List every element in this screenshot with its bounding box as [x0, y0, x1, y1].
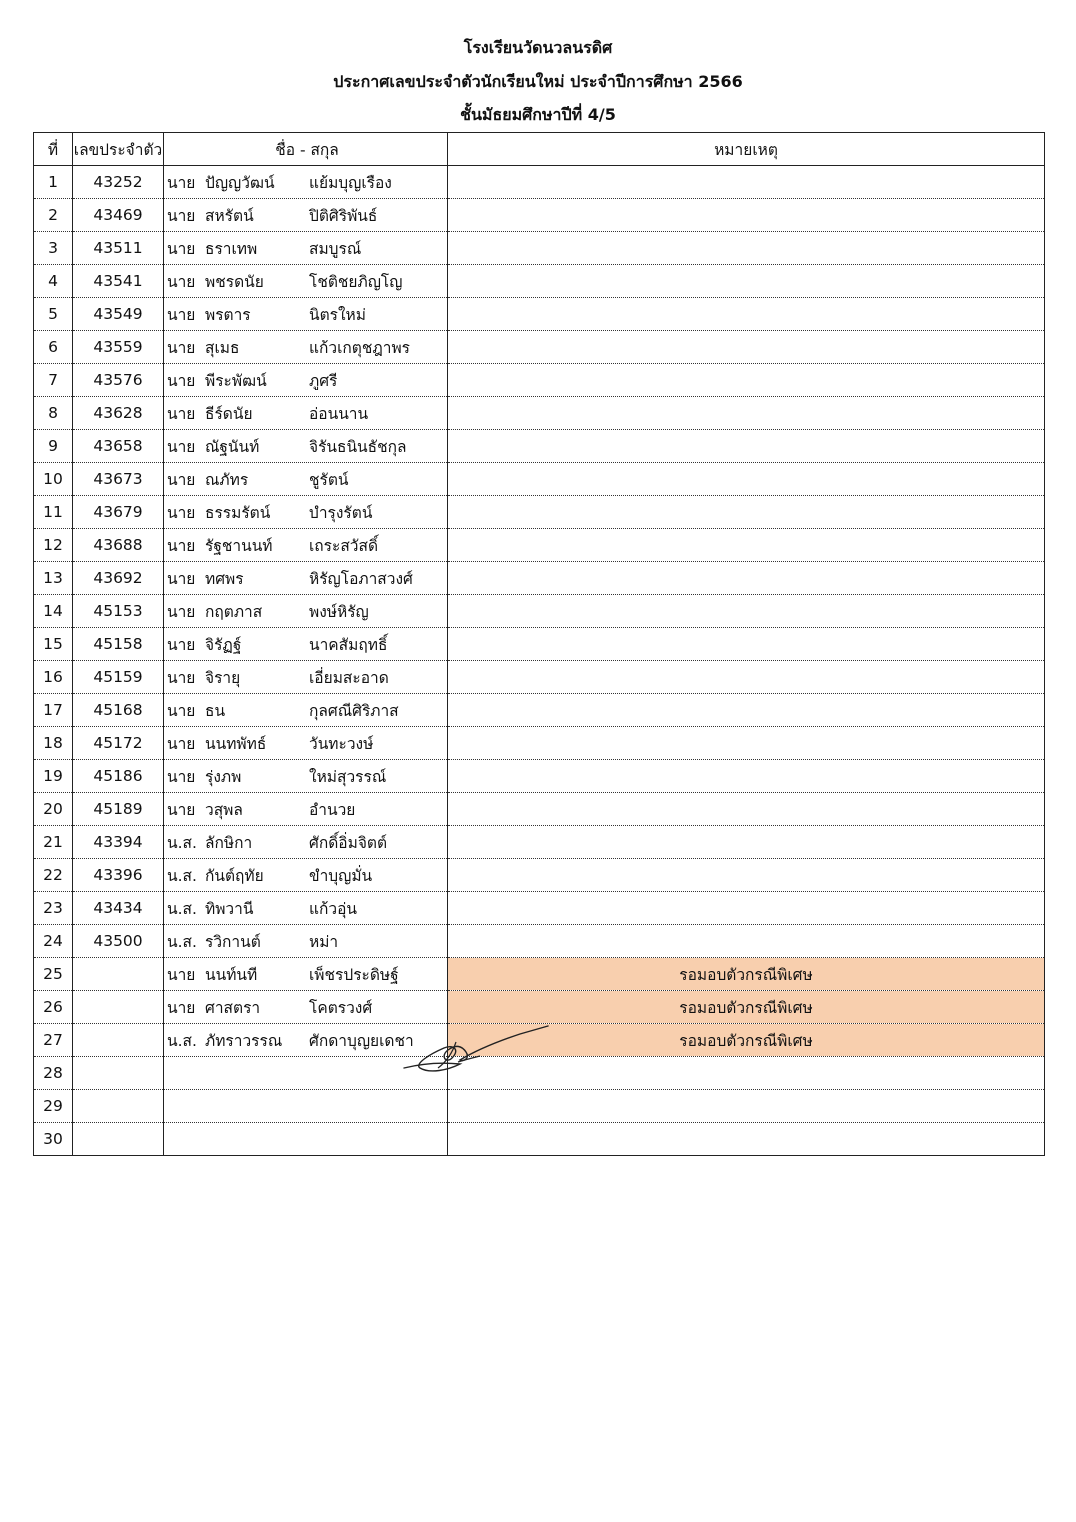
table-row [34, 430, 1045, 463]
row-number: 21 [34, 826, 73, 859]
first-name: ณัฐนันท์ [205, 437, 260, 456]
last-name: บำรุงรัตน์ [309, 503, 373, 522]
student-name [164, 694, 448, 727]
last-name: นิตรใหม่ [309, 305, 366, 324]
last-name: ขำบุญมั่น [309, 866, 373, 885]
student-id: 43396 [73, 859, 164, 892]
last-name: แย้มบุญเรือง [309, 173, 392, 192]
row-number: 30 [34, 1123, 73, 1156]
student-id: 45168 [73, 694, 164, 727]
remark [448, 694, 1045, 727]
name-prefix: น.ส. [167, 1031, 197, 1050]
row-number: 4 [34, 265, 73, 298]
student-name [164, 463, 448, 496]
remark [448, 562, 1045, 595]
last-name: ศักดิ์อิ่มจิตต์ [309, 833, 388, 852]
name-prefix: นาย [167, 470, 196, 489]
last-name: นาคสัมฤทธิ์ [309, 635, 388, 654]
table-row [34, 265, 1045, 298]
first-name: ปัญญวัฒน์ [205, 173, 275, 192]
name-prefix: นาย [167, 437, 196, 456]
name-prefix: น.ส. [167, 866, 197, 885]
student-id: 43673 [73, 463, 164, 496]
remark [448, 760, 1045, 793]
first-name: ธรรมรัตน์ [205, 503, 271, 522]
remark [448, 628, 1045, 661]
row-number: 5 [34, 298, 73, 331]
first-name: ณภัทร [205, 470, 249, 489]
row-number: 10 [34, 463, 73, 496]
name-prefix: นาย [167, 371, 196, 390]
name-prefix: นาย [167, 602, 196, 621]
student-id: 43511 [73, 232, 164, 265]
first-name: วสุพล [205, 800, 243, 819]
student-name [164, 991, 448, 1024]
row-number: 27 [34, 1024, 73, 1057]
first-name: นนทพัทธ์ [205, 734, 267, 753]
first-name: ทศพร [205, 569, 244, 588]
last-name: เถระสวัสดิ์ [309, 536, 379, 555]
student-id: 43559 [73, 331, 164, 364]
first-name: ลักษิกา [205, 833, 253, 852]
student-id [73, 1024, 164, 1057]
row-number: 12 [34, 529, 73, 562]
first-name: ศาสตรา [205, 998, 261, 1017]
student-id: 43549 [73, 298, 164, 331]
row-number: 1 [34, 166, 73, 199]
student-id: 43469 [73, 199, 164, 232]
student-id: 45159 [73, 661, 164, 694]
remark [448, 331, 1045, 364]
first-name: จิรัฏฐ์ [205, 635, 242, 654]
row-number: 18 [34, 727, 73, 760]
student-id: 43688 [73, 529, 164, 562]
last-name: ปิติศิริพันธ์ [309, 206, 378, 225]
table-row [34, 892, 1045, 925]
last-name: ภูศรี [309, 371, 338, 390]
student-id: 43576 [73, 364, 164, 397]
row-number: 9 [34, 430, 73, 463]
row-number: 25 [34, 958, 73, 991]
last-name: เพ็ชรประดิษฐ์ [309, 965, 399, 984]
name-prefix: นาย [167, 635, 196, 654]
table-row [34, 1090, 1045, 1123]
student-name [164, 199, 448, 232]
remark [448, 826, 1045, 859]
student-id [73, 1057, 164, 1090]
row-number: 20 [34, 793, 73, 826]
student-id: 43628 [73, 397, 164, 430]
first-name: นนท์นที [205, 965, 258, 984]
student-name [164, 496, 448, 529]
last-name: หิรัญโอภาสวงศ์ [309, 569, 413, 588]
student-name [164, 265, 448, 298]
school-name: โรงเรียนวัดนวลนรดิศ [463, 38, 613, 57]
remark [448, 595, 1045, 628]
student-id: 43500 [73, 925, 164, 958]
table-row [34, 925, 1045, 958]
row-number: 19 [34, 760, 73, 793]
row-number: 2 [34, 199, 73, 232]
student-name [164, 793, 448, 826]
row-number: 7 [34, 364, 73, 397]
name-prefix: นาย [167, 305, 196, 324]
student-name [164, 859, 448, 892]
last-name: วันทะวงษ์ [309, 734, 374, 753]
last-name: โชติชยภิญโญ [309, 272, 403, 291]
table-row [34, 562, 1045, 595]
name-prefix: น.ส. [167, 833, 197, 852]
row-number: 11 [34, 496, 73, 529]
name-prefix: น.ส. [167, 932, 197, 951]
student-id: 45172 [73, 727, 164, 760]
first-name: รัฐชานนท์ [205, 536, 273, 555]
first-name: ธีร์ดนัย [205, 404, 253, 423]
last-name: โคตรวงศ์ [309, 998, 373, 1017]
row-number: 22 [34, 859, 73, 892]
first-name: พรตาร [205, 305, 251, 324]
student-id: 45186 [73, 760, 164, 793]
name-prefix: นาย [167, 239, 196, 258]
name-prefix: นาย [167, 173, 196, 192]
table-row [34, 166, 1045, 199]
row-number: 28 [34, 1057, 73, 1090]
table-row [34, 595, 1045, 628]
remark [448, 232, 1045, 265]
table-row [34, 793, 1045, 826]
student-id [73, 991, 164, 1024]
name-prefix: นาย [167, 998, 196, 1017]
row-number: 29 [34, 1090, 73, 1123]
student-name [164, 958, 448, 991]
student-name [164, 562, 448, 595]
remark [448, 199, 1045, 232]
student-name [164, 892, 448, 925]
student-name [164, 628, 448, 661]
row-number: 24 [34, 925, 73, 958]
student-name [164, 166, 448, 199]
table-row [34, 1123, 1045, 1156]
signature-image [400, 1024, 560, 1076]
col-header-id: เลขประจำตัว [73, 133, 164, 166]
student-id: 43541 [73, 265, 164, 298]
student-name [164, 595, 448, 628]
name-prefix: นาย [167, 206, 196, 225]
student-name [164, 1123, 448, 1156]
col-header-note: หมายเหตุ [448, 133, 1045, 166]
last-name: กุลศณีศิริภาส [309, 701, 399, 720]
student-id: 43692 [73, 562, 164, 595]
remark [448, 793, 1045, 826]
table-row [34, 727, 1045, 760]
remark [448, 859, 1045, 892]
student-name [164, 331, 448, 364]
last-name: ใหม่สุวรรณ์ [309, 767, 387, 786]
last-name: จิรันธนินธัชกุล [309, 437, 407, 456]
table-row [34, 298, 1045, 331]
table-row [34, 826, 1045, 859]
name-prefix: นาย [167, 734, 196, 753]
name-prefix: นาย [167, 668, 196, 687]
remark [448, 265, 1045, 298]
student-id: 45158 [73, 628, 164, 661]
student-name [164, 430, 448, 463]
name-prefix: นาย [167, 800, 196, 819]
table-row [34, 331, 1045, 364]
last-name: เอี่ยมสะอาด [309, 668, 389, 687]
name-prefix: นาย [167, 536, 196, 555]
remark [448, 397, 1045, 430]
student-name [164, 298, 448, 331]
last-name: อำนวย [309, 800, 356, 819]
row-number: 3 [34, 232, 73, 265]
student-name [164, 364, 448, 397]
table-row [34, 661, 1045, 694]
name-prefix: นาย [167, 272, 196, 291]
table-header-row [34, 133, 1045, 166]
announcement-title: ประกาศเลขประจำตัวนักเรียนใหม่ ประจำปีการศึกษา 2566 [333, 72, 743, 91]
row-number: 14 [34, 595, 73, 628]
remark [448, 430, 1045, 463]
last-name: อ่อนนาน [309, 404, 369, 423]
remark [448, 298, 1045, 331]
last-name: สมบูรณ์ [309, 239, 362, 258]
first-name: ธน [205, 701, 226, 720]
table-row [34, 463, 1045, 496]
first-name: ภัทราวรรณ [205, 1031, 283, 1050]
first-name: สุเมธ [205, 338, 240, 357]
student-roster-table [33, 132, 1045, 1156]
name-prefix: นาย [167, 767, 196, 786]
table-row [34, 496, 1045, 529]
row-number: 8 [34, 397, 73, 430]
student-name [164, 760, 448, 793]
remark [448, 892, 1045, 925]
row-number: 15 [34, 628, 73, 661]
name-prefix: น.ส. [167, 899, 197, 918]
student-id: 43252 [73, 166, 164, 199]
name-prefix: นาย [167, 701, 196, 720]
student-name [164, 925, 448, 958]
student-id: 43394 [73, 826, 164, 859]
remark: รอมอบตัวกรณีพิเศษ [448, 1024, 1045, 1057]
first-name: รุ่งภพ [205, 767, 242, 786]
table-row [34, 958, 1045, 991]
student-name [164, 529, 448, 562]
student-name [164, 661, 448, 694]
first-name: พีระพัฒน์ [205, 371, 267, 390]
last-name: ศักดาบุญยเดชา [309, 1031, 414, 1050]
name-prefix: นาย [167, 338, 196, 357]
table-row [34, 364, 1045, 397]
class-title: ชั้นมัธยมศึกษาปีที่ 4/5 [460, 105, 616, 124]
row-number: 17 [34, 694, 73, 727]
remark [448, 661, 1045, 694]
student-id: 45189 [73, 793, 164, 826]
remark [448, 364, 1045, 397]
name-prefix: นาย [167, 404, 196, 423]
remark [448, 166, 1045, 199]
first-name: กฤตภาส [205, 602, 263, 621]
remark [448, 529, 1045, 562]
name-prefix: นาย [167, 503, 196, 522]
student-id: 45153 [73, 595, 164, 628]
remark [448, 1123, 1045, 1156]
remark [448, 1090, 1045, 1123]
table-row [34, 397, 1045, 430]
student-name [164, 1090, 448, 1123]
table-row [34, 991, 1045, 1024]
student-name [164, 397, 448, 430]
student-id: 43434 [73, 892, 164, 925]
table-row [34, 529, 1045, 562]
student-name [164, 727, 448, 760]
student-id [73, 958, 164, 991]
remark: รอมอบตัวกรณีพิเศษ [448, 991, 1045, 1024]
name-prefix: นาย [167, 965, 196, 984]
student-id: 43658 [73, 430, 164, 463]
first-name: พชรดนัย [205, 272, 264, 291]
table-row [34, 628, 1045, 661]
first-name: กันต์ฤทัย [205, 866, 264, 885]
last-name: ชูรัตน์ [309, 470, 349, 489]
student-id: 43679 [73, 496, 164, 529]
col-header-name: ชื่อ - สกุล [164, 133, 448, 166]
row-number: 26 [34, 991, 73, 1024]
remark: รอมอบตัวกรณีพิเศษ [448, 958, 1045, 991]
remark [448, 496, 1045, 529]
student-id [73, 1090, 164, 1123]
student-name [164, 232, 448, 265]
col-header-no: ที่ [34, 133, 73, 166]
last-name: พงษ์หิรัญ [309, 602, 369, 621]
remark [448, 727, 1045, 760]
student-id [73, 1123, 164, 1156]
remark [448, 463, 1045, 496]
first-name: รวิกานต์ [205, 932, 261, 951]
last-name: แก้วเกตุชฎาพร [309, 338, 410, 357]
row-number: 23 [34, 892, 73, 925]
row-number: 13 [34, 562, 73, 595]
first-name: ทิพวานี [205, 899, 254, 918]
first-name: จิรายุ [205, 668, 241, 687]
last-name: หม่า [309, 932, 339, 951]
table-row [34, 232, 1045, 265]
table-row [34, 199, 1045, 232]
first-name: สหรัตน์ [205, 206, 254, 225]
row-number: 6 [34, 331, 73, 364]
first-name: ธราเทพ [205, 239, 258, 258]
table-row [34, 760, 1045, 793]
table-row [34, 694, 1045, 727]
student-name [164, 826, 448, 859]
row-number: 16 [34, 661, 73, 694]
table-row [34, 859, 1045, 892]
table-body [34, 166, 1045, 1156]
remark [448, 925, 1045, 958]
last-name: แก้วอุ่น [309, 899, 357, 918]
name-prefix: นาย [167, 569, 196, 588]
